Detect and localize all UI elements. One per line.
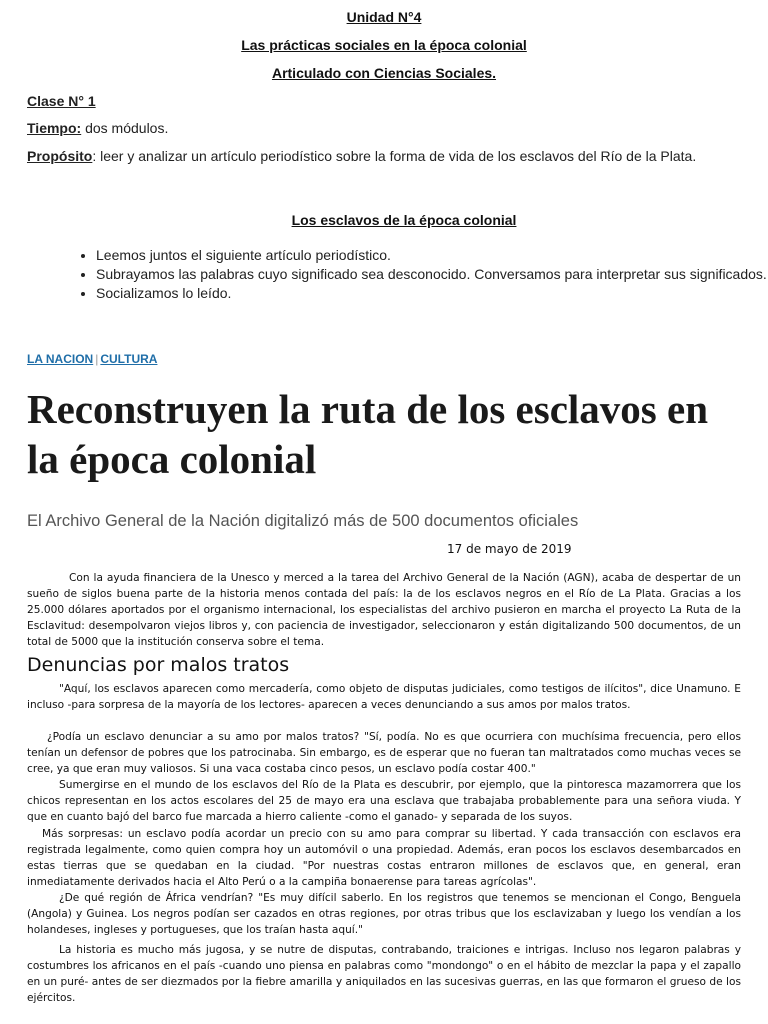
section-heading-row — [0, 212, 768, 228]
unit-title: Unidad N°4 — [346, 9, 422, 25]
activity-item: • Leemos juntos el siguiente artículo periodístico. — [96, 246, 768, 265]
articulation-title: Articulado con Ciencias Sociales. — [271, 65, 497, 81]
class-label-row — [27, 93, 96, 109]
article-paragraph: Más sorpresas: un esclavo podía acordar un precio con su amo para comprar su libertad. Y cada transacción con esclavos era registrada legalmente, como quien compra hoy un automóvil o una propiedad. Además, eran pocos los esclavos desembarcados en estas tierras que se quedaban en la ciudad. "Por nuestras costas entraron millones de esclavos que, en general, eran inmediatamente derivados hacia el Alto Perú o a la campiña bonaerense para tareas agrícolas". — [27, 828, 741, 888]
unit-title-row — [0, 9, 768, 25]
article-paragraph: "Aquí, los esclavos aparecen como mercadería, como objeto de disputas judiciales, como testigos de ilícitos", dice Unamuno. E incluso -para sorpresa de la mayoría de los lectores- aparecen a veces denunciando a sus amos por malos tratos. — [27, 683, 741, 711]
article-paragraph: ¿De qué región de África vendrían? "Es muy difícil saberlo. En los registros que tenemos se mencionan el Congo, Benguela (Angola) y Guinea. Los negros podían ser cazados en otras regiones, por otras tribus que los esclavizaban y luego los vendían a los holandeses, ingleses y portugueses, que los traían hasta aquí." — [27, 892, 741, 936]
article-headline: Reconstruyen la ruta de los esclavos en la época colonial — [27, 386, 709, 482]
topic-title-row — [0, 37, 768, 53]
article-paragraph: ¿Podía un esclavo denunciar a su amo por malos tratos? "Sí, podía. No es que ocurriera con muchísima frecuencia, pero ellos tenían un defensor de pobres que los patrocinaba. Sin embargo, es de esperar que no fueran tan maltratados como muchas veces se cree, ya que eran muy valiosos. Si una vaca costaba cinco pesos, un esclavo podía costar 400." — [27, 731, 741, 775]
topic-title: Las prácticas sociales en la época colonial — [241, 37, 527, 53]
breadcrumb-source-link[interactable]: LA NACION — [27, 352, 94, 366]
activity-item: • Subrayamos las palabras cuyo significado sea desconocido. Conversamos para interpretar sus significados. — [96, 265, 768, 284]
article-section-title: Denuncias por malos tratos — [27, 654, 290, 676]
class-label: Clase N° 1 — [27, 93, 96, 109]
time-value: dos módulos. — [85, 120, 169, 136]
article-paragraph: La historia es mucho más jugosa, y se nutre de disputas, contrabando, traiciones e intrigas. Incluso nos legaron palabras y costumbres los africanos en el país -cuando uno piensa en palabras como "mondongo" o en el hábito de mezclar la papa y el zapallo en un puré- antes de ser diezmados por la fiebre amarilla y aniquilados en las sucesivas guerras, en las que formaron el grueso de los ejércitos. — [27, 944, 741, 1004]
purpose-label: Propósito — [27, 148, 93, 164]
article-paragraph: Sumergirse en el mundo de los esclavos del Río de la Plata es descubrir, por ejemplo, que la pintoresca mazamorrera que los chicos representan en los actos escolares del 25 de mayo era una esclava que trabajaba probablemente para una señora viuda. Y que en cuanto bajó del barco fue marcada a hierro caliente -como el ganado- y separada de los suyos. — [27, 779, 741, 823]
article-subtitle: El Archivo General de la Nación digitalizó más de 500 documentos oficiales — [27, 512, 579, 530]
section-heading: Los esclavos de la época colonial — [291, 212, 517, 228]
activity-list — [60, 246, 768, 303]
purpose-row — [27, 147, 742, 166]
breadcrumb — [27, 352, 157, 366]
article-intro-paragraph: Con la ayuda financiera de la Unesco y merced a la tarea del Archivo General de la Nación (AGN), acaba de despertar de un sueño de siglos buena parte de la historia menos contada del país: la de los esclavos negros en el Río de La Plata. Gracias a los 25.000 dólares aportados por el organismo internacional, los especialistas del archivo pusieron en marcha el proyecto La Ruta de la Esclavitud: desempolvaron viejos libros y, con paciencia de investigador, seleccionaron y están digitalizando 500 documentos, de un total de 5000 que la institución conserva sobre el tema. — [27, 572, 741, 648]
time-row — [27, 120, 168, 136]
breadcrumb-section-link[interactable]: CULTURA — [100, 352, 158, 366]
time-label: Tiempo: — [27, 120, 82, 136]
purpose-value: : leer y analizar un artículo periodístico sobre la forma de vida de los esclavos del Río de la Plata. — [92, 148, 697, 164]
breadcrumb-separator: | — [95, 352, 99, 366]
activity-item: • Socializamos lo leído. — [96, 284, 768, 303]
articulation-row — [0, 65, 768, 81]
article-date: 17 de mayo de 2019 — [447, 542, 572, 556]
